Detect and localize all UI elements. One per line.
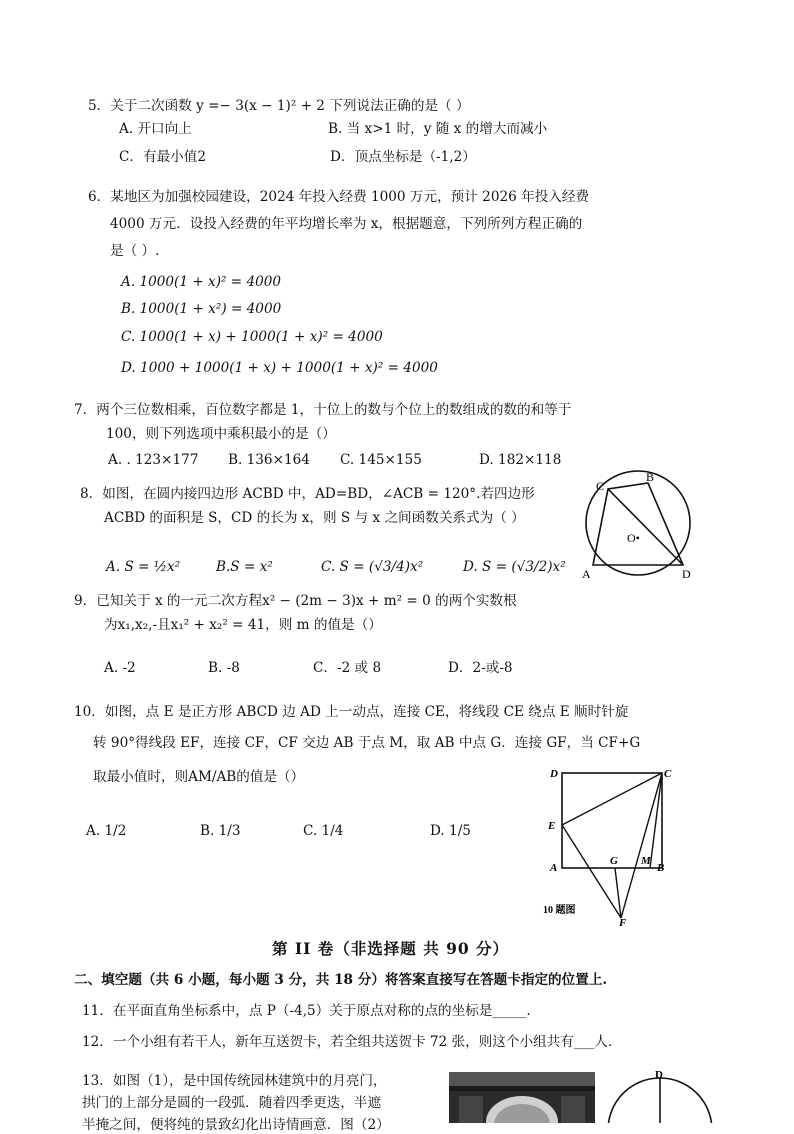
q8-option-c: C. S = (√3/4)x² <box>321 559 424 575</box>
q13-circle-figure <box>604 1068 714 1123</box>
label-g: G <box>610 855 618 867</box>
q8-option-d: D. S = (√3/2)x² <box>463 559 566 575</box>
q5-option-c: C．有最小值2 <box>119 149 207 165</box>
q8-line2: ACBD 的面积是 S，CD 的长为 x，则 S 与 x 之间函数关系式为（ ） <box>104 510 525 526</box>
quadrilateral-acbd <box>593 483 683 565</box>
q11-text: 11．在平面直角坐标系中，点 P（-4,5）关于原点对称的点的坐标是_____. <box>82 1003 531 1019</box>
q10-line1: 10．如图，点 E 是正方形 ABCD 边 AD 上一动点，连接 CE，将线段 CE 绕点 E 顺时针旋 <box>74 704 629 720</box>
q9-option-c: C．-2 或 8 <box>313 660 382 676</box>
label-c: C <box>664 768 672 780</box>
q13-line2: 拱门的上部分是圆的一段弧．随着四季更迭，半遮 <box>82 1095 382 1111</box>
q10-line2: 转 90°得线段 EF，连接 CF，CF 交边 AB 于点 M，取 AB 中点 G．连接 GF，当 CF+G <box>93 735 641 751</box>
q9-option-a: A. -2 <box>104 660 136 676</box>
q12-text: 12．一个小组有若干人，新年互送贺卡，若全组共送贺卡 72 张，则这个小组共有___人. <box>82 1034 613 1050</box>
segment-cd <box>608 489 683 565</box>
q10-option-b: B. 1/3 <box>200 823 241 839</box>
q7-option-c: C. 145×155 <box>340 452 422 468</box>
label-d: D <box>682 567 691 581</box>
square-abcd <box>562 773 662 868</box>
q6-line2: 4000 万元．设投入经费的年平均增长率为 x，根据题意，下列所列方程正确的 <box>110 216 583 232</box>
q10-square-figure <box>540 763 675 928</box>
q13-line1: 13．如图（1），是中国传统园林建筑中的月亮门， <box>82 1073 387 1089</box>
q10-option-a: A. 1/2 <box>86 823 127 839</box>
q8-circle-figure <box>578 466 696 582</box>
q10-option-c: C. 1/4 <box>303 823 344 839</box>
q6-option-d: D. 1000 + 1000(1 + x) + 1000(1 + x)² = 4000 <box>121 360 438 376</box>
figure-caption: 10 题图 <box>543 905 576 916</box>
label-f: F <box>619 917 627 928</box>
moon-gate-photo <box>449 1072 595 1123</box>
label-a: A <box>550 862 558 874</box>
q7-line1: 7．两个三位数相乘，百位数字都是 1，十位上的数与个位上的数组成的数的和等于 <box>74 402 572 418</box>
part2-section-heading: 二、填空题（共 6 小题，每小题 3 分，共 18 分）将答案直接写在答题卡指定的位置上. <box>74 972 608 988</box>
label-d: D <box>550 768 558 780</box>
q9-option-d: D．2-或-8 <box>448 660 513 676</box>
label-d: D <box>655 1069 663 1081</box>
label-b: B <box>646 470 655 484</box>
label-b: B <box>657 862 665 874</box>
q7-line2: 100，则下列选项中乘积最小的是（） <box>106 426 336 442</box>
q8-option-b: B.S = x² <box>216 559 273 575</box>
segment-cm <box>650 773 662 868</box>
q8-line1: 8．如图，在圆内接四边形 ACBD 中，AD=BD，∠ACB = 120°.若四边形 <box>80 486 535 502</box>
q10-line3: 取最小值时，则AM/AB的值是（） <box>93 769 305 785</box>
q6-line1: 6．某地区为加强校园建设，2024 年投入经费 1000 万元，预计 2026 年投入经费 <box>88 189 590 205</box>
label-a: A <box>582 567 591 581</box>
label-m: M <box>641 855 651 867</box>
segment-cf <box>621 773 665 918</box>
label-c: C <box>596 479 605 493</box>
q6-option-b: B. 1000(1 + x²) = 4000 <box>121 301 282 317</box>
label-e: E <box>548 820 556 832</box>
q5-option-a: A. 开口向上 <box>119 121 192 137</box>
q8-option-a: A. S = ½x² <box>106 559 181 575</box>
label-o: O• <box>627 531 640 545</box>
q5-option-d: D．顶点坐标是（-1,2） <box>330 149 476 165</box>
part2-title: 第 II 卷（非选择题 共 90 分） <box>272 939 510 958</box>
q7-option-d: D. 182×118 <box>479 452 562 468</box>
q6-line3: 是（ ）. <box>110 243 160 259</box>
q7-option-a: A. . 123×177 <box>108 452 199 468</box>
q6-option-c: C. 1000(1 + x) + 1000(1 + x)² = 4000 <box>121 329 383 345</box>
q9-line2: 为x₁,x₂,-且x₁² + x₂² = 41，则 m 的值是（） <box>104 617 382 633</box>
q9-option-b: B. -8 <box>208 660 240 676</box>
q6-option-a: A. 1000(1 + x)² = 4000 <box>121 274 282 290</box>
q5-option-b: B. 当 x>1 时，y 随 x 的增大而减小 <box>328 121 548 137</box>
segment-ce <box>562 773 662 825</box>
q10-option-d: D. 1/5 <box>430 823 471 839</box>
q5-stem: 5．关于二次函数 y =− 3(x − 1)² + 2 下列说法正确的是（ ） <box>88 98 470 114</box>
q13-line3: 半掩之间，便将纯的景致幻化出诗情画意．图（2） <box>82 1117 390 1133</box>
q9-line1: 9．已知关于 x 的一元二次方程x² − (2m − 3)x + m² = 0 的两个实数根 <box>74 593 517 609</box>
q7-option-b: B. 136×164 <box>228 452 310 468</box>
